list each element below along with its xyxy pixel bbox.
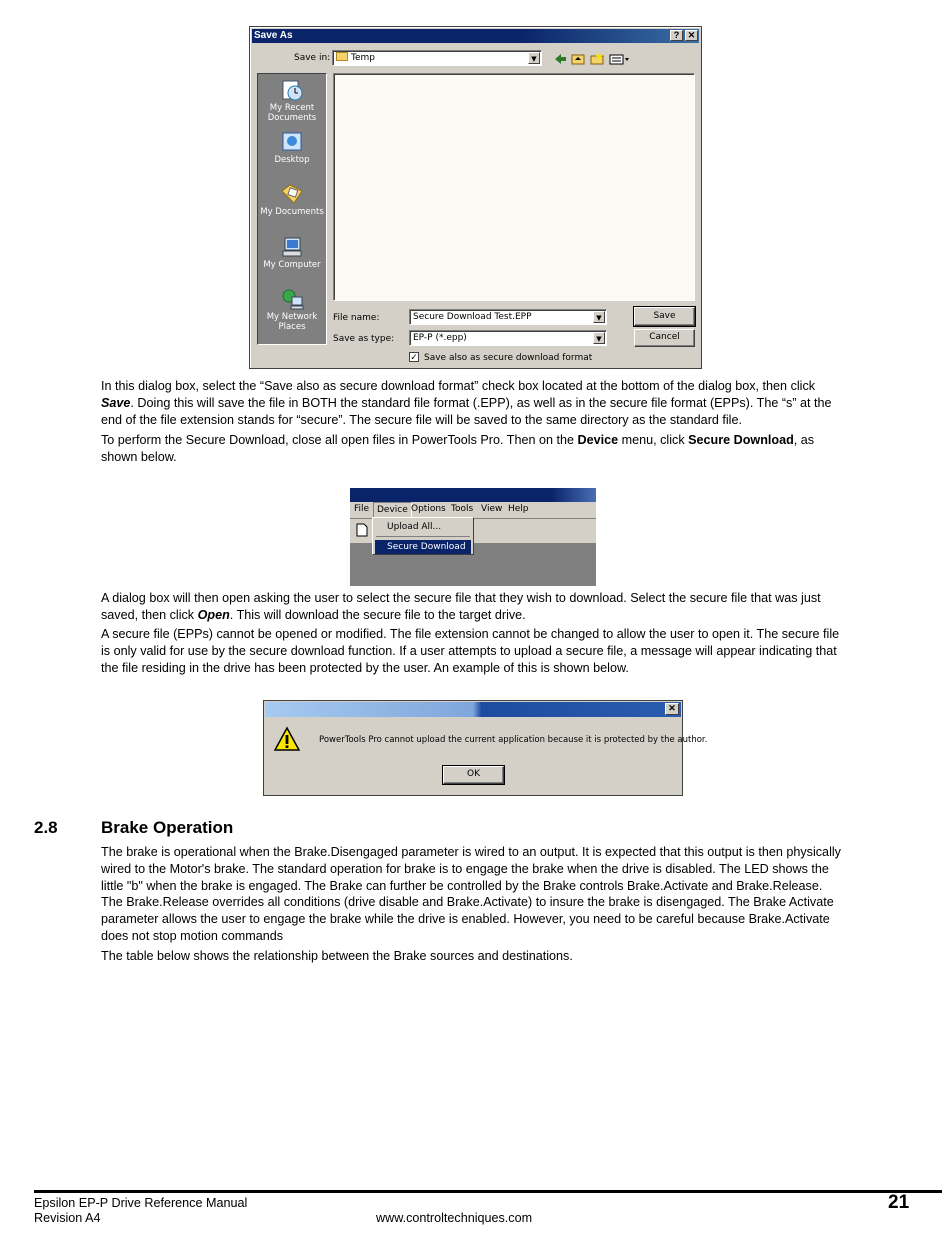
save-button[interactable]: Save: [634, 307, 695, 326]
section-number: 2.8: [34, 818, 58, 837]
paragraph-secure-download: [101, 432, 847, 466]
menu-help[interactable]: Help: [508, 504, 529, 514]
place-my-computer-label: My Computer: [263, 260, 321, 270]
file-name-label: File name:: [333, 313, 380, 323]
back-arrow-icon[interactable]: [555, 54, 566, 64]
emphasis-open: Open: [197, 607, 230, 622]
warning-message: PowerTools Pro cannot upload the current application because it is protected by the author.: [319, 735, 708, 745]
save-as-type-value: EP-P (*.epp): [413, 333, 467, 343]
menu-separator: [376, 536, 470, 537]
my-documents-icon: [280, 183, 304, 205]
emphasis-save: Save: [101, 395, 131, 410]
up-folder-icon[interactable]: [572, 55, 584, 64]
protected-warning-dialog: [263, 700, 708, 796]
file-name-value: Secure Download Test.EPP: [413, 312, 532, 322]
text-run: A dialog box will then open asking the user to select the secure file that they wish to download. Select the secure file that was just saved, then click: [101, 591, 821, 622]
text-run: To perform the Secure Download, close all open files in PowerTools Pro. Then on the: [101, 433, 578, 447]
menu-view[interactable]: View: [481, 504, 503, 514]
paragraph-open-dialog: [101, 590, 847, 624]
my-computer-icon: [280, 236, 304, 258]
footer-manual-title: Epsilon EP-P Drive Reference Manual: [34, 1196, 248, 1210]
text-run: . This will download the secure file to the target drive.: [229, 607, 526, 622]
text-run: , as shown below.: [101, 433, 815, 464]
file-list-area[interactable]: [333, 73, 695, 301]
section-title: Brake Operation: [101, 818, 234, 837]
save-as-type-select[interactable]: [409, 330, 607, 346]
view-menu-icon[interactable]: [610, 55, 629, 64]
menu-tools[interactable]: Tools: [451, 504, 474, 514]
device-dropdown-menu: [372, 517, 474, 555]
new-file-icon[interactable]: [356, 523, 368, 537]
device-menu-screenshot: [350, 488, 596, 586]
ok-button[interactable]: OK: [443, 766, 504, 784]
menu-item-secure-download[interactable]: Secure Download: [375, 540, 471, 554]
recent-documents-icon: [280, 79, 304, 101]
menu-bar: [350, 502, 596, 518]
places-bar: [257, 73, 327, 345]
menu-file[interactable]: File: [354, 504, 370, 514]
place-desktop-label: Desktop: [274, 155, 310, 165]
warning-titlebar: [265, 702, 681, 717]
place-recent-label: My Recent Documents: [267, 103, 317, 123]
chevron-down-icon[interactable]: ▼: [593, 332, 605, 344]
place-recent[interactable]: [258, 79, 326, 123]
secure-download-checkbox[interactable]: ✓: [410, 352, 418, 362]
paragraph-brake-operation: The brake is operational when the Brake.Disengaged parameter is wired to an output. It is expected that this output is then physically wired to the Motor's brake. The standard operation for brake is to engage the brake when the drive is disabled. The LED shows the little "b" when the brake is engaged. The Brake can further be controlled by the Brake controls Brake.Activate and Brake.Release. The Brake.Release overrides all conditions (drive disable and Brake.Activate) to insure the brake is disengaged. The Brake Activate parameter allows the user to engage the brake while the drive is enabled. However, you need to be careful because Brake.Activate does not stop motion commands: [101, 845, 841, 943]
text-run: In this dialog box, select the “Save also as secure download format” check box located at the bottom of the dialog box, then click: [101, 379, 816, 393]
dialog-titlebar: [252, 29, 699, 43]
place-my-network[interactable]: [258, 288, 326, 332]
chevron-down-icon[interactable]: ▼: [593, 311, 605, 323]
new-folder-icon[interactable]: [591, 52, 603, 64]
text-run: . Doing this will save the file in BOTH the standard file format (.EPP), as well as in the secure file format (EPPs). The “s” at the end of the file extension stands for “secure”. The secure file will be saved to the same directory as the standard file.: [101, 395, 832, 427]
paragraph-secure-file: A secure file (EPPs) cannot be opened or modified. The file extension cannot be changed to allow the user to open it. The secure file is only valid for use by the secure download function. If a user attempts to upload a secure file, a message will appear indicating that the file residing in the drive has been protected by the user. An example of this is shown below.: [101, 627, 840, 675]
emphasis-device: Device: [577, 433, 619, 447]
chevron-down-icon[interactable]: ▼: [528, 52, 540, 64]
save-as-dialog: [249, 26, 702, 369]
paragraph-save-secure: [101, 378, 847, 428]
paragraph-brake-table-intro: The table below shows the relationship between the Brake sources and destinations.: [101, 949, 573, 963]
dialog-toolbar: [553, 52, 633, 66]
close-button[interactable]: ✕: [665, 703, 679, 715]
emphasis-secure-download: Secure Download: [688, 433, 794, 447]
place-my-network-label: My Network Places: [266, 312, 318, 332]
secure-download-checkbox-label: Save also as secure download format: [424, 353, 593, 363]
menu-options[interactable]: Options: [411, 504, 446, 514]
cancel-button[interactable]: Cancel: [634, 329, 695, 347]
desktop-icon: [280, 131, 304, 153]
footer-url: www.controltechniques.com: [376, 1211, 533, 1225]
save-in-label: Save in:: [294, 53, 331, 63]
save-in-combo[interactable]: [332, 50, 542, 66]
file-name-input[interactable]: [409, 309, 607, 325]
footer-revision: Revision A4: [34, 1211, 101, 1225]
menu-item-upload-all[interactable]: Upload All...: [387, 522, 442, 532]
app-titlebar: [350, 488, 596, 502]
my-network-places-icon: [280, 288, 304, 310]
place-my-computer[interactable]: [258, 236, 326, 270]
help-button[interactable]: ?: [670, 30, 683, 41]
warning-icon: [273, 726, 301, 752]
place-my-documents[interactable]: [258, 183, 326, 217]
text-run: menu, click: [618, 433, 689, 447]
folder-icon: [336, 52, 348, 61]
menu-device[interactable]: Device: [373, 502, 412, 518]
footer-rule: [34, 1190, 942, 1193]
save-in-value: Temp: [351, 53, 375, 63]
close-button[interactable]: ✕: [685, 30, 698, 41]
page-number: 21: [888, 1192, 910, 1213]
save-as-type-label: Save as type:: [333, 334, 395, 344]
place-desktop[interactable]: [258, 131, 326, 165]
dialog-title: Save As: [254, 30, 293, 41]
place-my-documents-label: My Documents: [260, 207, 324, 217]
